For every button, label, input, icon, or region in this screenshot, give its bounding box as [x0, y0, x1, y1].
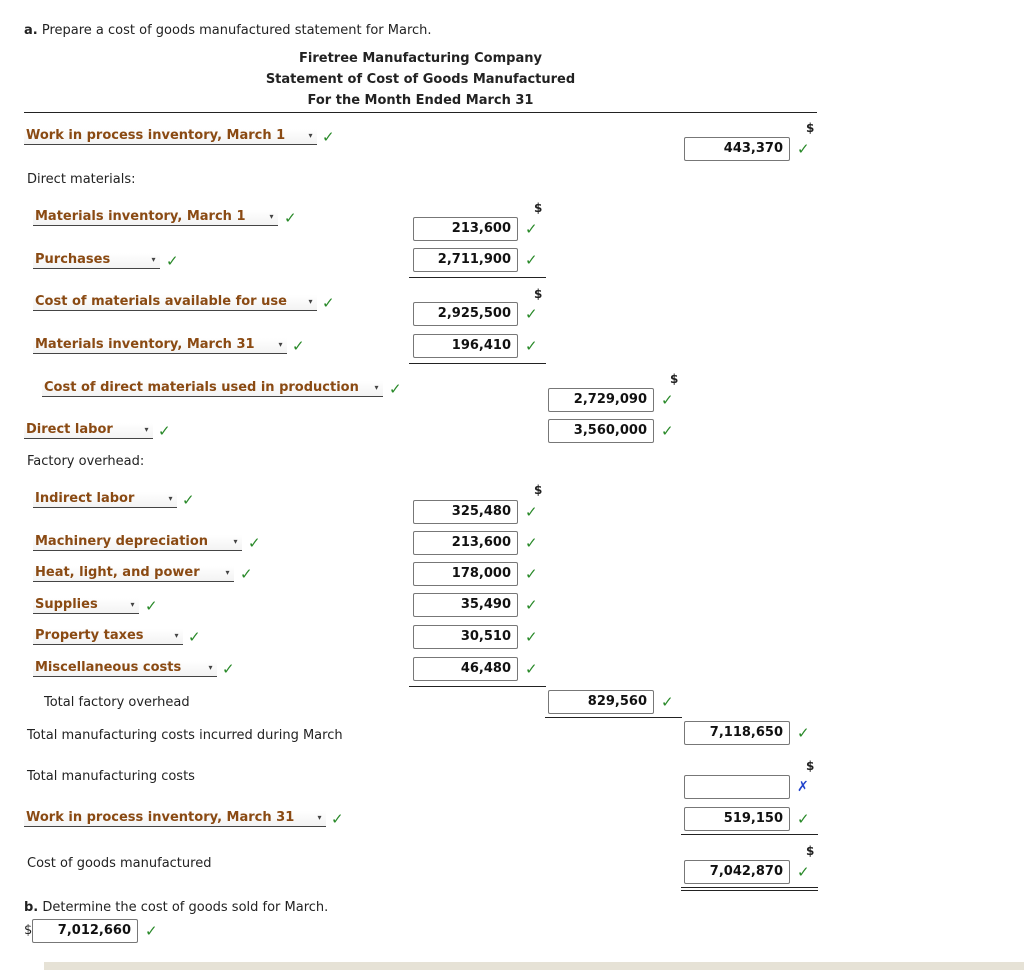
supplies-label: Supplies [35, 597, 98, 612]
machinery-depreciation-input[interactable]: 213,600 [413, 531, 518, 555]
purchases-dropdown[interactable] [33, 253, 160, 269]
check-icon: ✓ [661, 693, 674, 711]
double-rule-top [681, 887, 818, 888]
subtotal-rule [409, 277, 546, 278]
check-icon: ✓ [322, 128, 335, 146]
purchases-input[interactable]: 2,711,900 [413, 248, 518, 272]
materials-available-input[interactable]: 2,925,500 [413, 302, 518, 326]
subtotal-rule [681, 834, 818, 835]
double-rule-bottom [681, 890, 818, 891]
purchases-label: Purchases [35, 252, 111, 267]
materials-end-dropdown[interactable] [33, 338, 287, 354]
dollar-sign: $ [670, 372, 679, 386]
part-a-letter: a. [24, 23, 38, 38]
chevron-down-icon [231, 537, 240, 546]
chevron-down-icon [149, 255, 158, 264]
check-icon: ✓ [182, 491, 195, 509]
wip-begin-label: Work in process inventory, March 1 [26, 128, 286, 143]
chevron-down-icon [372, 383, 381, 392]
chevron-down-icon [315, 813, 324, 822]
cogm-label: Cost of goods manufactured [27, 856, 212, 871]
materials-begin-input[interactable]: 213,600 [413, 217, 518, 241]
miscellaneous-costs-label: Miscellaneous costs [35, 660, 182, 675]
chevron-down-icon [276, 340, 285, 349]
materials-end-label: Materials inventory, March 31 [35, 337, 255, 352]
check-icon: ✓ [322, 294, 335, 312]
heat-light-power-label: Heat, light, and power [35, 565, 200, 580]
header-rule [24, 112, 817, 113]
statement-title: Statement of Cost of Goods Manufactured [265, 72, 576, 87]
check-icon: ✓ [145, 922, 158, 940]
direct-labor-label: Direct labor [26, 422, 113, 437]
supplies-dropdown[interactable] [33, 598, 139, 614]
bottom-panel-edge [44, 962, 1024, 970]
dollar-sign: $ [534, 483, 543, 497]
miscellaneous-costs-input[interactable]: 46,480 [413, 657, 518, 681]
indirect-labor-dropdown[interactable] [33, 492, 177, 508]
machinery-depreciation-dropdown[interactable] [33, 535, 242, 551]
total-factory-overhead-input[interactable]: 829,560 [548, 690, 654, 714]
miscellaneous-costs-dropdown[interactable] [33, 661, 217, 677]
dollar-sign: $ [806, 844, 815, 858]
part-b-prompt [24, 900, 328, 915]
check-icon: ✓ [525, 596, 538, 614]
chevron-down-icon [206, 663, 215, 672]
machinery-depreciation-label: Machinery depreciation [35, 534, 209, 549]
check-icon: ✓ [525, 503, 538, 521]
chevron-down-icon [267, 212, 276, 221]
supplies-input[interactable]: 35,490 [413, 593, 518, 617]
check-icon: ✓ [525, 628, 538, 646]
materials-begin-label: Materials inventory, March 1 [35, 209, 246, 224]
subtotal-rule [409, 686, 546, 687]
chevron-down-icon [172, 631, 181, 640]
materials-available-dropdown[interactable] [33, 295, 317, 311]
statement-period: For the Month Ended March 31 [307, 93, 534, 108]
cost-of-goods-sold-input[interactable]: 7,012,660 [32, 919, 138, 943]
check-icon: ✓ [525, 337, 538, 355]
property-taxes-label: Property taxes [35, 628, 144, 643]
check-icon: ✓ [292, 337, 305, 355]
chevron-down-icon [223, 568, 232, 577]
total-mfg-incurred-input[interactable]: 7,118,650 [684, 721, 790, 745]
wip-begin-dropdown[interactable] [24, 129, 317, 145]
heat-light-power-dropdown[interactable] [33, 566, 234, 582]
direct-labor-input[interactable]: 3,560,000 [548, 419, 654, 443]
check-icon: ✓ [145, 597, 158, 615]
chevron-down-icon [166, 494, 175, 503]
property-taxes-dropdown[interactable] [33, 629, 183, 645]
dollar-sign: $ [534, 287, 543, 301]
heat-light-power-input[interactable]: 178,000 [413, 562, 518, 586]
check-icon: ✓ [248, 534, 261, 552]
direct-materials-heading: Direct materials: [27, 172, 136, 187]
wip-begin-input[interactable]: 443,370 [684, 137, 790, 161]
wip-end-dropdown[interactable] [24, 811, 326, 827]
check-icon: ✓ [525, 565, 538, 583]
company-name: Firetree Manufacturing Company [299, 51, 542, 66]
check-icon: ✓ [661, 391, 674, 409]
indirect-labor-label: Indirect labor [35, 491, 135, 506]
check-icon: ✓ [284, 209, 297, 227]
chevron-down-icon [306, 131, 315, 140]
wip-end-input[interactable]: 519,150 [684, 807, 790, 831]
check-icon: ✓ [331, 810, 344, 828]
check-icon: ✓ [525, 534, 538, 552]
materials-available-label: Cost of materials available for use [35, 294, 287, 309]
check-icon: ✓ [525, 305, 538, 323]
check-icon: ✓ [389, 380, 402, 398]
chevron-down-icon [128, 600, 137, 609]
part-a-text: Prepare a cost of goods manufactured statement for March. [41, 23, 432, 38]
check-icon: ✓ [525, 660, 538, 678]
check-icon: ✓ [222, 660, 235, 678]
part-a-prompt [24, 23, 432, 38]
check-icon: ✓ [166, 252, 179, 270]
check-icon: ✓ [661, 422, 674, 440]
check-icon: ✓ [797, 863, 810, 881]
total-mfg-incurred-label: Total manufacturing costs incurred during March [27, 728, 343, 743]
factory-overhead-heading: Factory overhead: [27, 454, 145, 469]
total-mfg-costs-input[interactable] [684, 775, 790, 799]
part-b-letter: b. [24, 900, 39, 915]
check-icon: ✓ [240, 565, 253, 583]
check-icon: ✓ [797, 724, 810, 742]
check-icon: ✓ [797, 810, 810, 828]
materials-end-input[interactable]: 196,410 [413, 334, 518, 358]
direct-labor-dropdown[interactable] [24, 423, 153, 439]
chevron-down-icon [306, 297, 315, 306]
part-b-text: Determine the cost of goods sold for March. [42, 900, 329, 915]
subtotal-rule [409, 363, 546, 364]
check-icon: ✓ [188, 628, 201, 646]
dollar-sign: $ [24, 923, 33, 938]
chevron-down-icon [142, 425, 151, 434]
indirect-labor-input[interactable]: 325,480 [413, 500, 518, 524]
direct-materials-used-label: Cost of direct materials used in production [44, 380, 359, 395]
check-icon: ✓ [797, 140, 810, 158]
direct-materials-used-input[interactable]: 2,729,090 [548, 388, 654, 412]
subtotal-rule [545, 717, 682, 718]
direct-materials-used-dropdown[interactable] [42, 381, 383, 397]
dollar-sign: $ [534, 201, 543, 215]
total-mfg-costs-label: Total manufacturing costs [27, 769, 195, 784]
check-icon: ✓ [525, 220, 538, 238]
incorrect-icon: ✗ [797, 779, 809, 795]
total-factory-overhead-label: Total factory overhead [44, 695, 190, 710]
cogm-input[interactable]: 7,042,870 [684, 860, 790, 884]
wip-end-label: Work in process inventory, March 31 [26, 810, 295, 825]
dollar-sign: $ [806, 759, 815, 773]
property-taxes-input[interactable]: 30,510 [413, 625, 518, 649]
check-icon: ✓ [525, 251, 538, 269]
dollar-sign: $ [806, 121, 815, 135]
check-icon: ✓ [158, 422, 171, 440]
materials-begin-dropdown[interactable] [33, 210, 278, 226]
